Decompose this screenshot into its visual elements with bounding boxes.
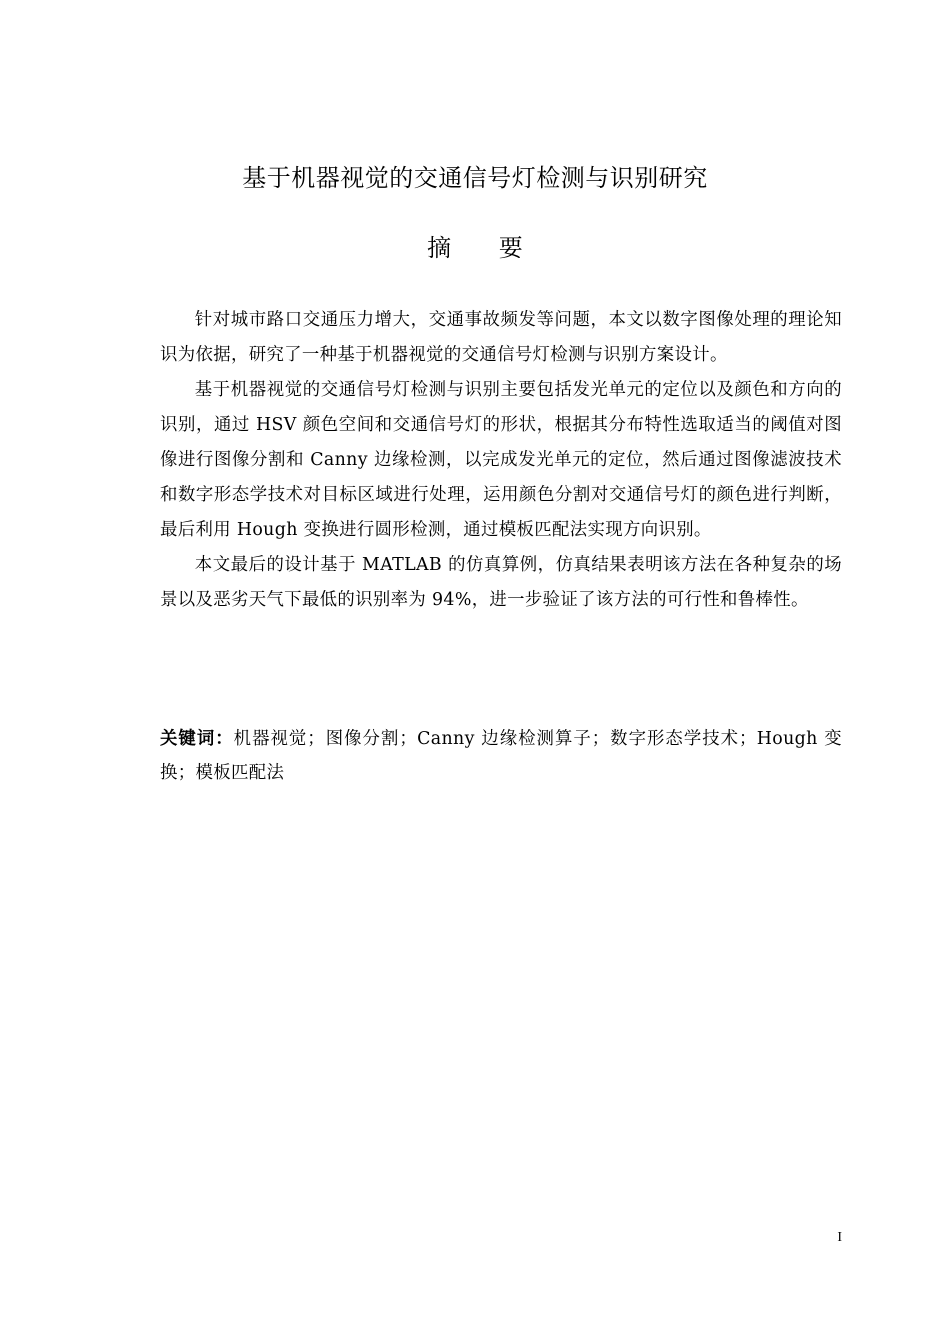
abstract-paragraph-2: 基于机器视觉的交通信号灯检测与识别主要包括发光单元的定位以及颜色和方向的识别，通过 HSV 颜色空间和交通信号灯的形状，根据其分布特性选取适当的阈值对图像进行图像分割和 Canny 边缘检测，以完成发光单元的定位，然后通过图像滤波技术和数字形态学技术对目标区域进行处理，运用颜色分割对交通信号灯的颜色进行判断，最后利用 Hough 变换进行圆形检测，通过模板匹配法实现方向识别。 bbox=[160, 380, 842, 540]
abstract-paragraph-1: 针对城市路口交通压力增大，交通事故频发等问题，本文以数字图像处理的理论知识为依据，研究了一种基于机器视觉的交通信号灯检测与识别方案设计。 bbox=[160, 310, 842, 365]
abstract-heading: 摘 要 bbox=[427, 234, 543, 262]
abstract-paragraph-3: 本文最后的设计基于 MATLAB 的仿真算例，仿真结果表明该方法在各种复杂的场景以及恶劣天气下最低的识别率为 94%，进一步验证了该方法的可行性和鲁棒性。 bbox=[160, 555, 842, 610]
abstract-body bbox=[160, 303, 842, 618]
document-title: 基于机器视觉的交通信号灯检测与识别研究 bbox=[242, 164, 708, 192]
keywords-block bbox=[160, 722, 842, 790]
keywords-text: 机器视觉；图像分割；Canny 边缘检测算子；数字形态学技术；Hough 变换；模板匹配法 bbox=[160, 729, 842, 783]
page-number: I bbox=[837, 1230, 842, 1245]
keywords-label: 关键词： bbox=[160, 729, 234, 749]
